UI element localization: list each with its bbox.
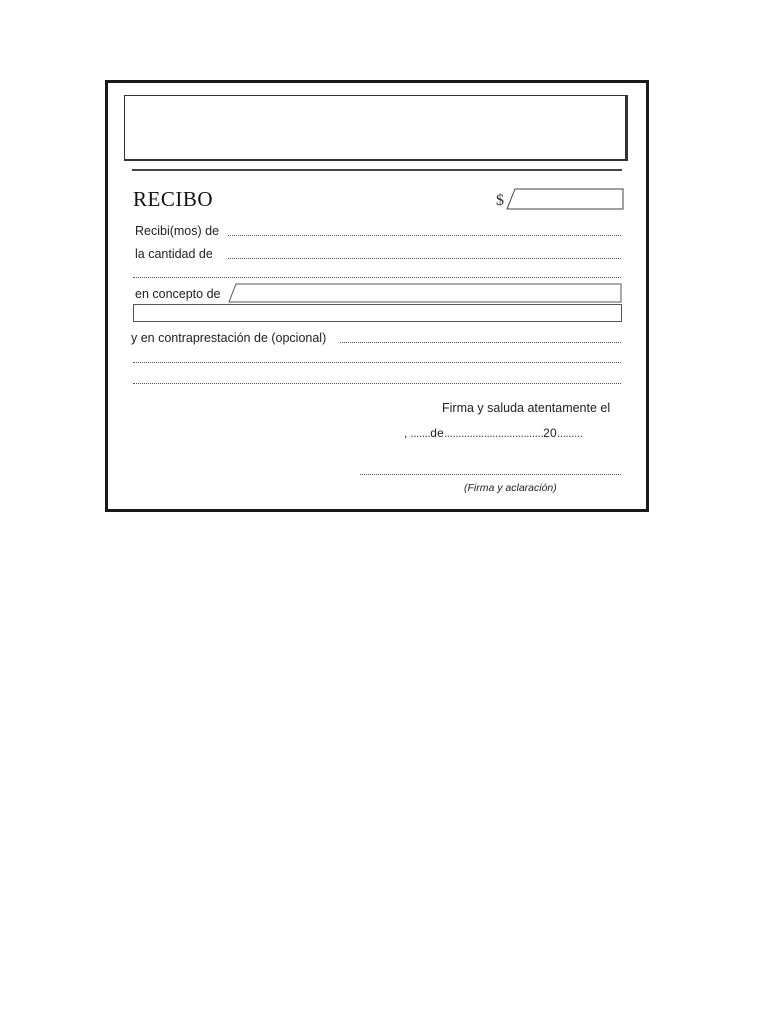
signature-caption: (Firma y aclaración) xyxy=(464,482,557,494)
concept-label: en concepto de xyxy=(135,287,221,301)
receipt-form xyxy=(105,80,649,512)
date-comma: , xyxy=(404,426,408,440)
received-from-label: Recibi(mos) de xyxy=(135,224,220,238)
consideration-label: y en contraprestación de (opcional) xyxy=(131,331,327,345)
amount-of-line-2[interactable] xyxy=(133,277,621,278)
signature-greeting: Firma y saluda atentamente el xyxy=(442,401,611,415)
header-divider xyxy=(132,169,622,171)
date-line[interactable] xyxy=(404,426,582,440)
date-year-prefix: 20 xyxy=(543,426,557,440)
amount-of-label: la cantidad de xyxy=(135,247,213,261)
consideration-line-2[interactable] xyxy=(133,362,621,363)
date-month-fill: ................................... xyxy=(443,426,544,440)
currency-symbol: $ xyxy=(496,192,504,209)
concept-field[interactable] xyxy=(228,283,622,303)
amount-field[interactable] xyxy=(505,187,625,211)
consideration-line-3[interactable] xyxy=(133,383,621,384)
received-from-line[interactable] xyxy=(228,235,621,236)
consideration-line[interactable] xyxy=(340,342,621,343)
date-day-fill: ....... xyxy=(407,426,431,440)
amount-of-line[interactable] xyxy=(228,258,621,259)
signature-line[interactable] xyxy=(360,474,621,475)
concept-field-2[interactable] xyxy=(133,304,622,322)
receipt-title: RECIBO xyxy=(133,187,214,211)
date-year-fill: ......... xyxy=(556,426,583,440)
date-de: de xyxy=(430,426,444,440)
header-box xyxy=(124,95,628,161)
